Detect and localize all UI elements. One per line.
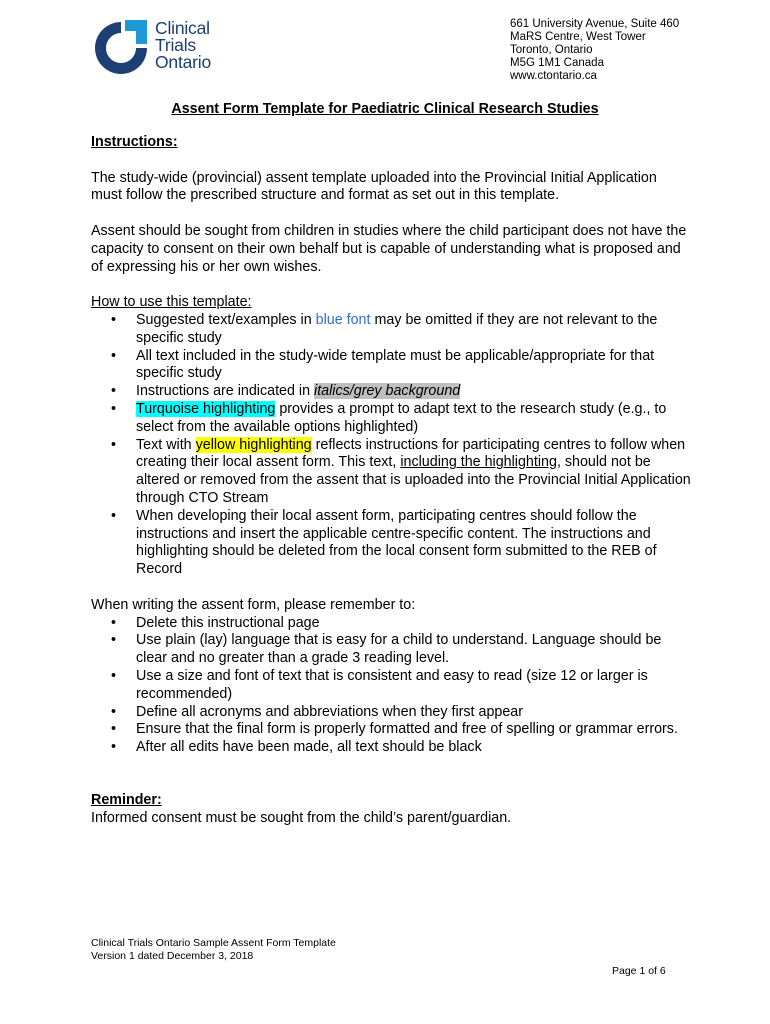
website-link[interactable]: www.ctontario.ca — [510, 70, 597, 82]
document-title: Assent Form Template for Paediatric Clinical Research Studies — [171, 101, 599, 117]
logo-mark-icon — [92, 16, 152, 76]
logo-line-2: Trials — [155, 35, 196, 55]
list-item: • Delete this instructional page — [91, 615, 691, 633]
list-item: • When developing their local assent form, participating centres should follow the instructions and insert the applicable centre-specific content. The instructions and highlighting should be deleted from the local consent form submitted to the REB of Record — [91, 508, 691, 579]
footer-version: Version 1 dated December 3, 2018 — [91, 950, 254, 962]
logo-wordmark — [155, 20, 211, 71]
list-item: • After all edits have been made, all text should be black — [91, 739, 691, 757]
list-item: • Ensure that the final form is properly formatted and free of spelling or grammar errors. — [91, 721, 691, 739]
list-item: • Use a size and font of text that is consistent and easy to read (size 12 or larger is recommended) — [91, 668, 691, 704]
yellow-highlight-example: yellow highlighting — [195, 436, 312, 453]
list-item: • Instructions are indicated in italics/grey background — [91, 383, 691, 401]
list-item: • Use plain (lay) language that is easy for a child to understand. Language should be clear and no greater than a grade 3 reading level. — [91, 632, 691, 668]
footer-template-name: Clinical Trials Ontario Sample Assent Form Template — [91, 937, 336, 949]
reminder-heading: Reminder: — [91, 792, 162, 809]
how-to-list — [91, 312, 691, 579]
address-block — [510, 18, 679, 83]
address-line: Toronto, Ontario — [510, 44, 593, 56]
list-item: • Suggested text/examples in blue font may be omitted if they are not relevant to the specific study — [91, 312, 691, 348]
how-to-heading: How to use this template: — [91, 294, 252, 311]
list-item: • Turquoise highlighting provides a prompt to adapt text to the research study (e.g., to select from the available options highlighted) — [91, 401, 691, 437]
list-item: • All text included in the study-wide template must be applicable/appropriate for that specific study — [91, 348, 691, 384]
reminder-text: Informed consent must be sought from the child’s parent/guardian. — [91, 810, 512, 827]
logo-line-1: Clinical — [155, 18, 210, 38]
address-line: 661 University Avenue, Suite 460 — [510, 18, 680, 30]
turquoise-highlight-example: Turquoise highlighting — [136, 400, 276, 417]
page-number: Page 1 of 6 — [612, 965, 666, 977]
remember-intro: When writing the assent form, please remember to: — [91, 596, 416, 613]
document-body — [91, 134, 691, 828]
list-item: • Define all acronyms and abbreviations when they first appear — [91, 704, 691, 722]
instructions-heading: Instructions: — [91, 134, 178, 150]
logo-line-3: Ontario — [155, 52, 211, 72]
address-line: M5G 1M1 Canada — [510, 57, 604, 69]
address-line: MaRS Centre, West Tower — [510, 31, 646, 43]
assent-paragraph: Assent should be sought from children in studies where the child participant does not have the capacity to consent on their own behalf but is capable of understanding what is proposed and of expressing his or her own wishes. — [91, 222, 687, 275]
blue-font-example: blue font — [315, 311, 371, 328]
remember-list — [91, 615, 691, 757]
intro-paragraph: The study-wide (provincial) assent template uploaded into the Provincial Initial Application must follow the prescribed structure and format as set out in this template. — [91, 169, 657, 204]
page-footer — [91, 937, 336, 963]
grey-background-example: italics/grey background — [314, 383, 461, 400]
list-item: • Text with yellow highlighting reflects instructions for participating centres to follow when creating their local assent form. This text, including the highlighting, should not be altered or removed from the assent that is uploaded into the Provincial Initial Application through CTO Stream — [91, 437, 691, 508]
